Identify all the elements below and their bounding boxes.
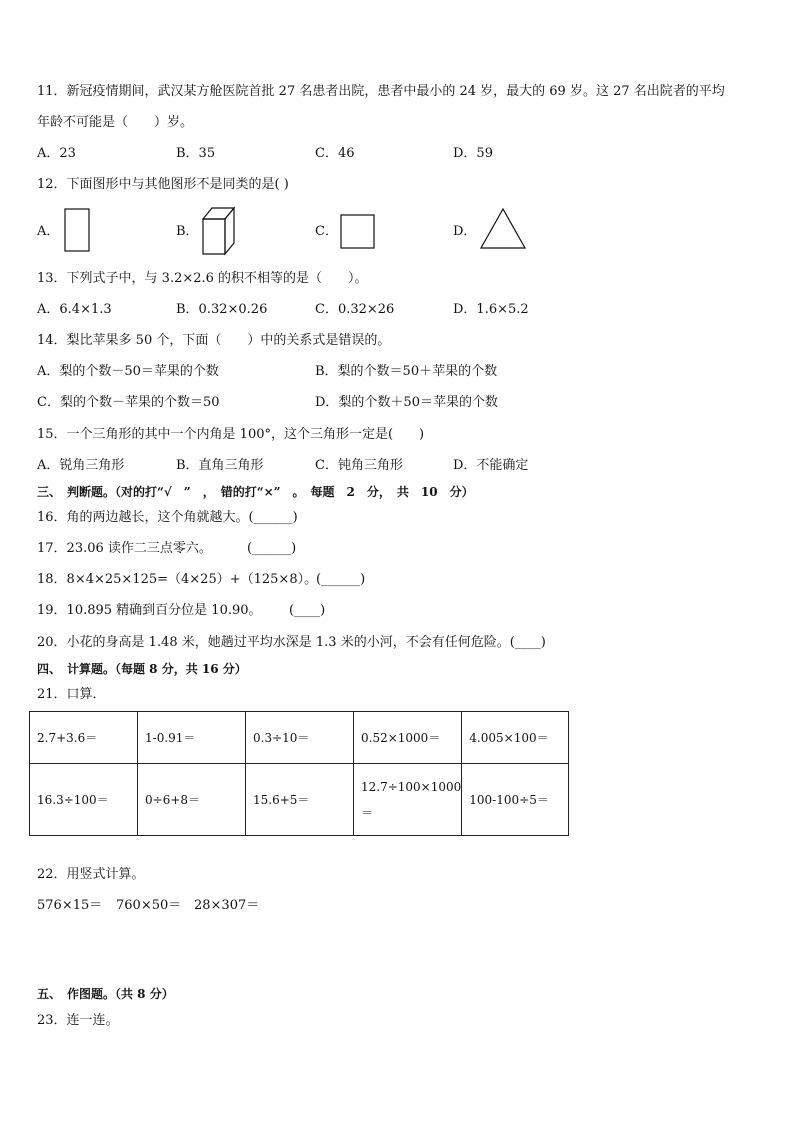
q12-option-b-label: B． [176, 224, 199, 239]
q14-option-a: A．梨的个数－50＝苹果的个数 [37, 364, 219, 379]
q21-stem: 21．口算． [37, 687, 106, 702]
q14-option-c: C．梨的个数－苹果的个数＝50 [37, 395, 220, 410]
q20-question: 20．小花的身高是 1.48 米，她趟过平均水深是 1.3 米的小河，不会有任何危险。 [37, 635, 510, 650]
mental-math-table [29, 711, 569, 836]
table-cell-line: 12.7÷100×1000 [361, 779, 462, 794]
q16-text [37, 509, 298, 527]
rectangle-icon [63, 207, 91, 253]
table-cell-line: ＝ [361, 805, 374, 820]
q20-text [37, 634, 546, 652]
q15-option-d: D．不能确定 [453, 458, 529, 473]
q11-line2: 年龄不可能是（ ）岁。 [37, 115, 194, 130]
q14-stem: 14．梨比苹果多 50 个，下面（ ）中的关系式是错误的。 [37, 333, 391, 348]
triangle-icon [478, 206, 528, 252]
q13-option-c: C．0.32×26 [315, 302, 395, 317]
table-row [30, 712, 569, 764]
table-cell-two-line [354, 764, 462, 836]
q19-answer-blank[interactable]: (____) [289, 603, 326, 618]
table-cell: 4.005×100＝ [462, 712, 569, 764]
table-cell: 0.3÷10＝ [246, 712, 354, 764]
q22-stem: 22．用竖式计算。 [37, 867, 145, 882]
table-cell: 1-0.91＝ [138, 712, 246, 764]
q11-option-c: C．46 [315, 146, 355, 161]
q14-option-d: D．梨的个数＋50＝苹果的个数 [315, 395, 498, 410]
q22-item-2: 760×50＝ [116, 898, 182, 913]
square-icon [339, 213, 377, 251]
q14-option-b: B．梨的个数＝50＋苹果的个数 [315, 364, 498, 379]
cuboid-icon [200, 205, 236, 257]
q11-option-b: B．35 [176, 146, 216, 161]
table-cell: 16.3÷100＝ [30, 764, 138, 836]
q20-answer-blank[interactable]: (____) [509, 635, 546, 650]
table-row [30, 764, 569, 836]
table-cell: 2.7+3.6＝ [30, 712, 138, 764]
q13-option-a: A．6.4×1.3 [37, 302, 112, 317]
q12-option-a-label: A． [37, 224, 60, 239]
section-3-heading: 三、 判断题。（对的打“√ ” ， 错的打“×” 。 每题 2 分， 共 10 分） [37, 485, 474, 499]
q12-option-d-label: D． [453, 224, 477, 239]
q19-question: 19．10.895 精确到百分位是 10.90。 [37, 603, 262, 618]
q15-stem: 15．一个三角形的其中一个内角是 100°，这个三角形一定是( ) [37, 427, 425, 442]
table-cell: 15.6+5＝ [246, 764, 354, 836]
table-cell: 100-100÷5＝ [462, 764, 569, 836]
q15-option-a: A．锐角三角形 [37, 458, 125, 473]
q23-stem: 23．连一连。 [37, 1013, 119, 1028]
q13-option-b: B．0.32×0.26 [176, 302, 268, 317]
q22-item-3: 28×307＝ [194, 898, 260, 913]
q11-option-d: D．59 [453, 146, 493, 161]
section-4-heading: 四、 计算题。（每题 8 分，共 16 分） [37, 662, 247, 676]
q18-question: 18．8×4×25×125=（4×25）+（125×8）。 [37, 572, 318, 587]
table-cell: 0.52×1000＝ [354, 712, 462, 764]
q17-question: 17．23.06 读作二三点零六。 [37, 541, 212, 556]
section-5-heading: 五、 作图题。（共 8 分） [37, 987, 174, 1001]
q15-option-c: C．钝角三角形 [315, 458, 403, 473]
q12-option-c-label: C． [315, 224, 338, 239]
q15-option-b: B．直角三角形 [176, 458, 264, 473]
table-cell: 0÷6+8＝ [138, 764, 246, 836]
q16-question: 16．角的两边越长，这个角就越大。 [37, 510, 249, 525]
q17-answer-blank[interactable]: (______) [247, 541, 297, 556]
q16-answer-blank[interactable]: (______) [248, 510, 298, 525]
q12-stem: 12．下面图形中与其他图形不是同类的是( ) [37, 177, 289, 192]
q18-answer-blank[interactable]: (______) [316, 572, 366, 587]
q13-option-d: D．1.6×5.2 [453, 302, 529, 317]
q11-option-a: A．23 [37, 146, 76, 161]
q13-stem: 13．下列式子中，与 3.2×2.6 的积不相等的是（ ）。 [37, 271, 368, 286]
q11-line1: 11．新冠疫情期间，武汉某方舱医院首批 27 名患者出院，患者中最小的 24 岁，最大的 69 岁。这 27 名出院者的平均 [37, 84, 725, 99]
q22-item-1: 576×15＝ [37, 898, 103, 913]
